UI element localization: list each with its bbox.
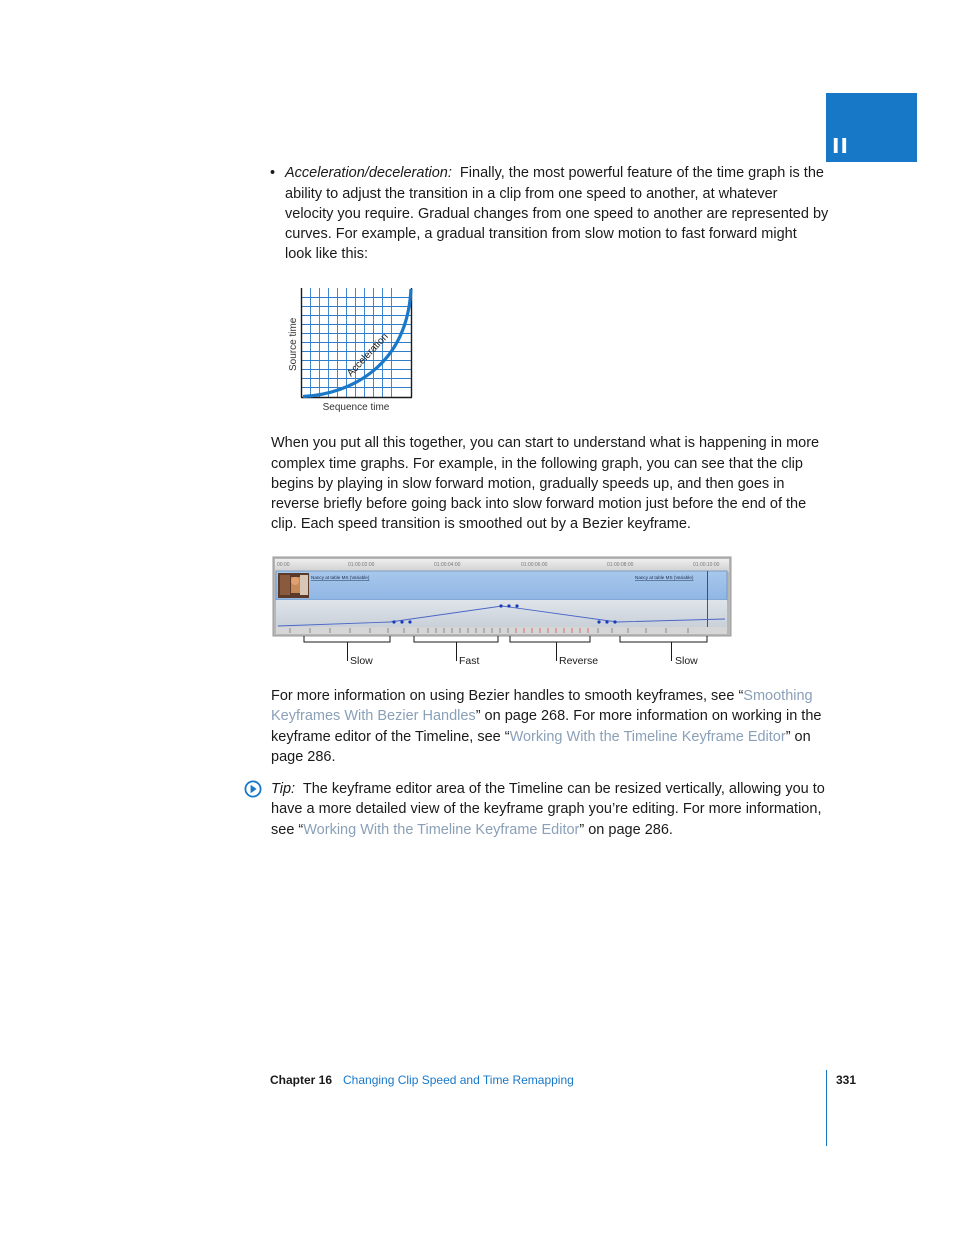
para2-line-1: When you put all this together, you can start to understand what is happening in more <box>271 435 820 451</box>
para2-line-2: complex time graphs. For example, in the following graph, you can see that the clip <box>271 455 803 472</box>
bullet-line-1: Finally, the most powerful feature of the time graph is the <box>459 165 824 181</box>
segment-label-slow-1: Slow <box>350 655 373 667</box>
bullet-line-4: curves. For example, a gradual transition from slow motion to fast forward might <box>285 226 797 242</box>
link-smoothing-keyframes[interactable]: Smoothing <box>743 688 813 704</box>
link-keyframe-editor[interactable]: Working With the Timeline Keyframe Editor <box>509 728 786 745</box>
tip-arrow-icon <box>244 780 262 798</box>
x-axis-label: Sequence time <box>322 402 390 413</box>
bullet-line-5: look like this: <box>285 246 369 263</box>
timeline-figure <box>270 553 740 673</box>
timecode-1: 01:00:02:00 <box>348 562 375 568</box>
para3-line2-text: ” on page 268. For more information on working in the <box>475 708 822 725</box>
footer-page-number: 331 <box>836 1073 857 1087</box>
bullet-line-2: ability to adjust the transition in a clip from one speed to another, at whatever <box>285 185 778 202</box>
para3-line-4: page 286. <box>271 748 336 765</box>
link-keyframe-editor-tip[interactable]: Working With the Timeline Keyframe Editor <box>303 821 580 838</box>
part-tab <box>826 93 917 162</box>
para3-line3-after: ” on <box>785 728 811 745</box>
link-smoothing-keyframes-cont[interactable]: Keyframes With Bezier Handles <box>271 708 476 725</box>
segment-label-slow-2: Slow <box>675 655 698 667</box>
timecode-3: 01:00:06:00 <box>521 562 548 568</box>
footer-chapter: Chapter 16 <box>270 1073 333 1087</box>
segment-label-reverse: Reverse <box>559 655 599 667</box>
tip-line-1: The keyframe editor area of the Timeline can be resized vertically, allowing you to <box>302 781 825 797</box>
bullet-term: Acceleration/deceleration: <box>285 165 452 181</box>
bullet-line-3: velocity you require. Gradual changes from one speed to another are represented by <box>285 205 829 222</box>
para2-line-5: clip. Each speed transition is smoothed out by a Bezier keyframe. <box>271 516 691 533</box>
tip-line-2: have a more detailed view of the keyframe graph you’re editing. For more information, <box>271 801 822 818</box>
tip-line3-after: ” on page 286. <box>579 821 673 838</box>
curve-label: Acceleration <box>345 331 391 380</box>
tip-label: Tip: <box>271 781 296 797</box>
speed-tick-strip <box>276 627 727 634</box>
footer-chapter-title: Changing Clip Speed and Time Remapping <box>343 1073 574 1087</box>
para3-line1-text: For more information on using Bezier handles to smooth keyframes, see “ <box>271 688 744 704</box>
para2-line-3: begins by playing in slow forward motion, gradually speeds up, and then goes in <box>271 475 785 492</box>
acceleration-graph <box>282 283 422 418</box>
timecode-0: 00:00 <box>277 562 290 568</box>
clip-thumbnail <box>278 573 309 598</box>
segment-label-fast: Fast <box>459 655 480 667</box>
footer-divider <box>826 1070 827 1146</box>
timeline-ruler <box>275 559 729 572</box>
bullet-marker: • <box>270 165 276 181</box>
tip-line3-text: see “ <box>271 821 304 838</box>
y-axis-label: Source time <box>288 317 299 371</box>
para2-line-4: reverse briefly before going back into slow forward motion just before the end of the <box>271 496 807 512</box>
timecode-5: 01:00:10:00 <box>693 562 720 568</box>
clip-label-left: Nancy at table MS (Variable) <box>311 575 370 580</box>
para3-line3-text: keyframe editor of the Timeline, see “ <box>271 728 510 745</box>
timecode-2: 01:00:04:00 <box>434 562 461 568</box>
timecode-4: 01:00:08:00 <box>607 562 634 568</box>
clip-label-right: Nancy at table MS (Variable) <box>635 575 694 580</box>
keyframe-editor-area <box>276 600 727 627</box>
part-tab-label: II <box>832 134 849 158</box>
